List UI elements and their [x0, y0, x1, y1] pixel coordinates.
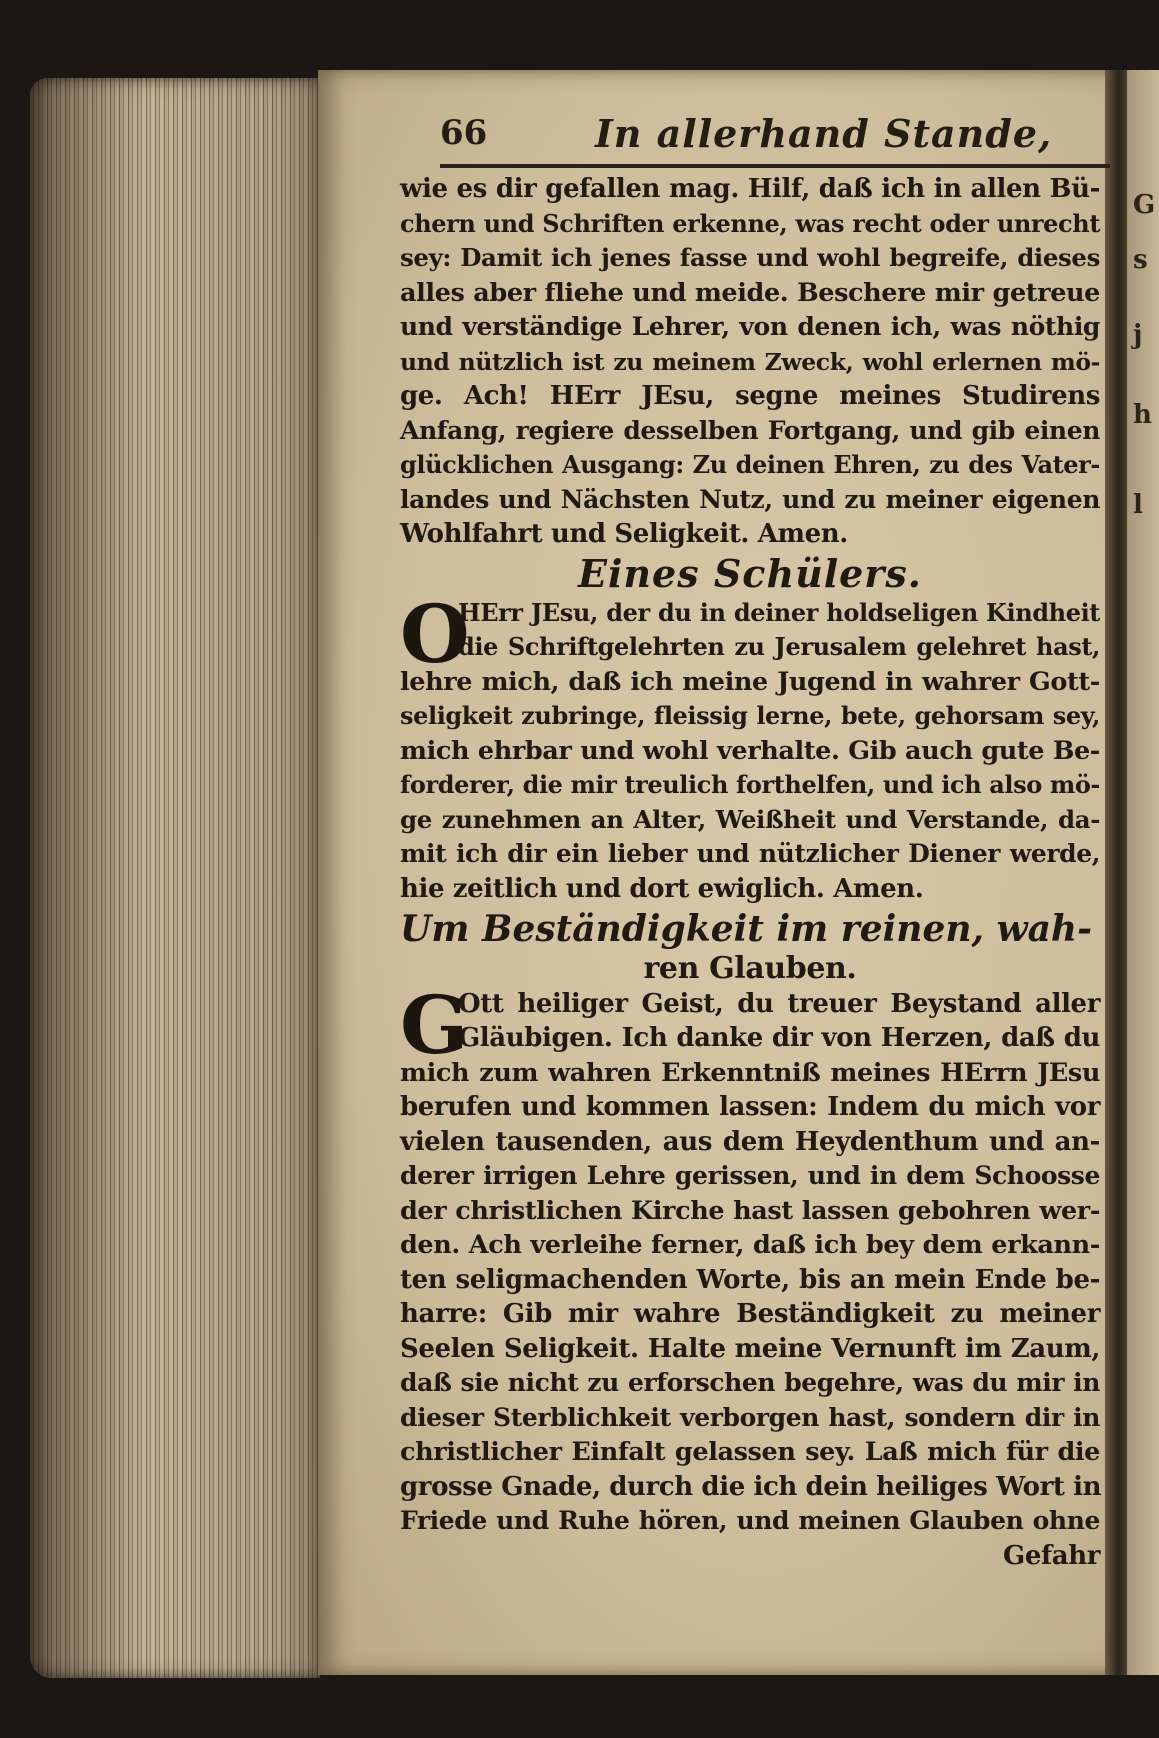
- page-edges: [30, 78, 320, 1678]
- prayer-schueler: [400, 586, 1100, 907]
- text-line: forderer, die mir treulich forthelfen, und ich also mö-: [400, 770, 1100, 799]
- text-line: hie zeitlich und dort ewiglich. Amen.: [400, 873, 924, 904]
- prayer-continuation: [400, 172, 1100, 552]
- text-line: HErr JEsu, der du in deiner holdseligen Kindheit: [458, 597, 1100, 627]
- text-line: dieser Sterblichkeit verborgen hast, sondern dir in: [400, 1402, 1100, 1432]
- text-line: Wohlfahrt und Seligkeit. Amen.: [400, 519, 848, 549]
- text-line: seligkeit zubringe, fleissig lerne, bete, gehorsam sey,: [400, 701, 1100, 730]
- prayer-bestaendigkeit: [400, 977, 1102, 1574]
- text-line: die Schriftgelehrten zu Jerusalem gelehret hast,: [458, 632, 1100, 661]
- text-line: grosse Gnade, durch die ich dein heiliges Wort in: [400, 1471, 1102, 1502]
- text-line: Friede und Ruhe hören, und meinen Glauben ohne: [400, 1506, 1100, 1535]
- text-line: lehre mich, daß ich meine Jugend in wahrer Gott-: [400, 666, 1100, 697]
- catchword: Gefahr: [1003, 1540, 1100, 1571]
- next-page-fragment: l: [1133, 490, 1143, 520]
- next-page-fragment: j: [1133, 320, 1143, 350]
- text-line: Ott heiliger Geist, du treuer Beystand aller: [458, 988, 1100, 1019]
- book-gutter: [1105, 70, 1127, 1675]
- section-heading: Eines Schülers.: [578, 550, 922, 596]
- section-heading-continued: ren Glauben.: [643, 951, 857, 986]
- text-line: wie es dir gefallen mag. Hilf, daß ich in allen Bü-: [400, 174, 1100, 204]
- text-line: und nützlich ist zu meinem Zweck, wohl erlernen mö-: [400, 347, 1100, 376]
- text-line: und verständige Lehrer, von denen ich, was nöthig: [400, 312, 1100, 341]
- text-line: mit ich dir ein lieber und nützlicher Diener werde,: [400, 839, 1100, 868]
- section-heading: Um Beständigkeit im reinen, wah-: [400, 908, 1093, 950]
- text-line: sey: Damit ich jenes fasse und wohl begreife, dieses: [400, 243, 1100, 272]
- drop-cap: O: [400, 586, 470, 681]
- text-line: christlicher Einfalt gelassen sey. Laß mich für die: [400, 1437, 1100, 1467]
- text-line: vielen tausenden, aus dem Heydenthum und an-: [400, 1126, 1100, 1157]
- text-line: ten seligmachenden Worte, bis an mein Ende be-: [400, 1264, 1100, 1295]
- page-body: [400, 172, 1100, 1573]
- text-line: harre: Gib mir wahre Beständigkeit zu meiner: [400, 1299, 1100, 1329]
- text-line: Gläubigen. Ich danke dir von Herzen, daß du: [458, 1023, 1100, 1053]
- text-line: berufen und kommen lassen: Indem du mich vor: [400, 1092, 1100, 1122]
- drop-cap: G: [400, 977, 469, 1072]
- next-page-fragment: s: [1133, 245, 1148, 275]
- text-line: mich zum wahren Erkenntniß meines HErrn JEsu: [400, 1057, 1100, 1088]
- next-page-edge: [1127, 70, 1159, 1675]
- text-line: landes und Nächsten Nutz, und zu meiner eigenen: [400, 484, 1100, 514]
- running-head: [440, 113, 1080, 161]
- text-line: Anfang, regiere desselben Fortgang, und gib einen: [400, 415, 1100, 445]
- running-title: In allerhand Stande,: [595, 111, 1053, 156]
- text-line: chern und Schriften erkenne, was recht oder unrecht: [400, 208, 1100, 238]
- text-line: ge zunehmen an Alter, Weißheit und Verstande, da-: [400, 804, 1100, 834]
- text-line: ge. Ach! HErr JEsu, segne meines Studirens: [400, 381, 1100, 411]
- text-line: den. Ach verleihe ferner, daß ich bey dem erkann-: [400, 1230, 1100, 1260]
- page-number: 66: [440, 113, 488, 153]
- text-line: mich ehrbar und wohl verhalte. Gib auch gute Be-: [400, 735, 1100, 766]
- text-line: alles aber fliehe und meide. Beschere mir getreue: [400, 277, 1100, 308]
- text-line: derer irrigen Lehre gerissen, und in dem Schoosse: [400, 1161, 1100, 1190]
- text-line: der christlichen Kirche hast lassen gebohren wer-: [400, 1195, 1100, 1226]
- text-line: Seelen Seligkeit. Halte meine Vernunft im Zaum,: [400, 1333, 1100, 1364]
- next-page-fragment: G: [1133, 190, 1156, 220]
- text-line: glücklichen Ausgang: Zu deinen Ehren, zu des Vater-: [400, 450, 1100, 479]
- text-line: daß sie nicht zu erforschen begehre, was du mir in: [400, 1368, 1100, 1397]
- next-page-fragment: h: [1133, 400, 1152, 430]
- header-rule: [440, 164, 1110, 168]
